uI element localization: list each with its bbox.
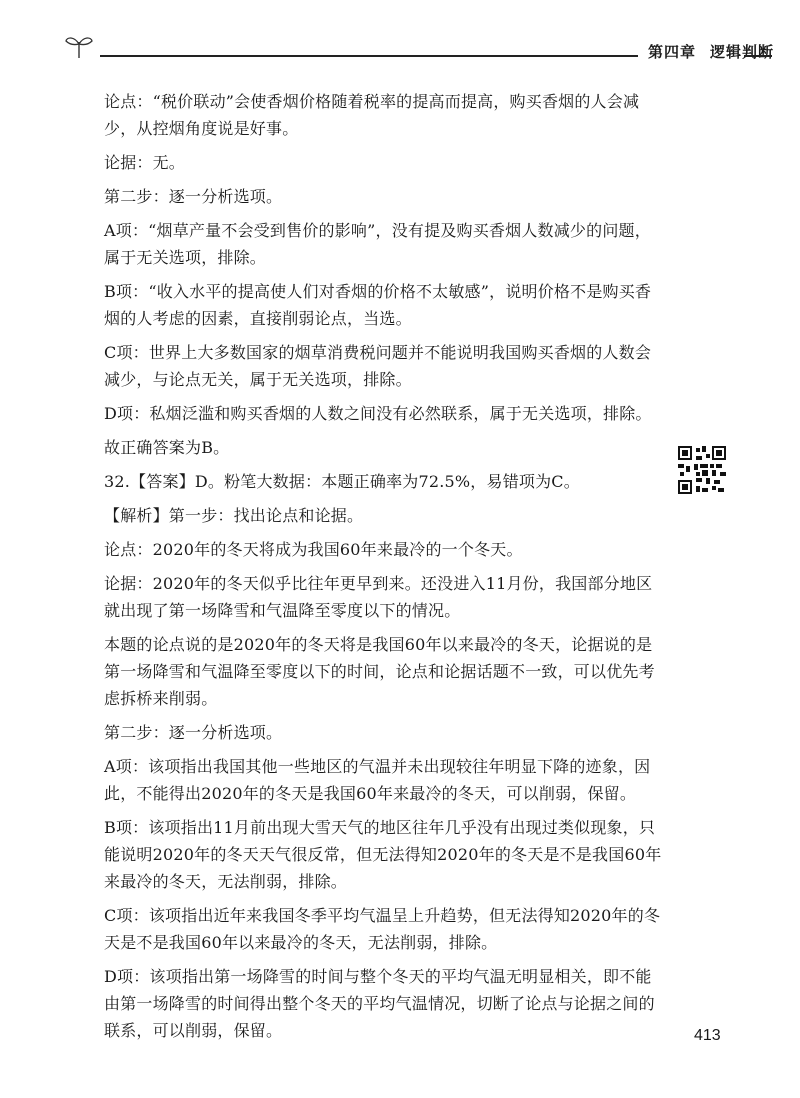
paragraph: C项：世界上大多数国家的烟草消费税问题并不能说明我国购买香烟的人数会减少，与论点无关，属于无关选项，排除。 [104,343,652,389]
page-body [104,88,664,1051]
chapter-title: 逻辑判断 [710,43,775,61]
header-rule [100,55,638,57]
paragraph: 论据：无。 [104,153,186,172]
qr-code-icon[interactable] [678,446,726,494]
chapter-number: 第四章 [648,43,697,61]
paragraph: A项：该项指出我国其他一些地区的气温并未出现较往年明显下降的迹象，因此，不能得出2020年的冬天是我国60年来最冷的冬天，可以削弱，保留。 [104,757,651,803]
paragraph: B项：该项指出11月前出现大雪天气的地区往年几乎没有出现过类似现象，只能说明2020年的冬天天气很反常，但无法得知2020年的冬天是不是我国60年来最冷的冬天，无法削弱，排除。 [104,818,662,891]
page-number: 413 [694,1027,721,1044]
leaf-sprout-icon [64,32,94,60]
page-header [60,28,775,68]
chapter-heading [648,41,774,62]
paragraph: 论点：“税价联动”会使香烟价格随着税率的提高而提高，购买香烟的人会减少，从控烟角度说是好事。 [104,92,640,138]
paragraph: D项：该项指出第一场降雪的时间与整个冬天的平均气温无明显相关，即不能由第一场降雪的时间得出整个冬天的平均气温情况，切断了论点与论据之间的联系，可以削弱，保留。 [104,967,655,1040]
paragraph: C项：该项指出近年来我国冬季平均气温呈上升趋势，但无法得知2020年的冬天是不是我国60年以来最冷的冬天，无法削弱，排除。 [104,906,661,952]
paragraph: 本题的论点说的是2020年的冬天将是我国60年以来最冷的冬天，论据说的是第一场降雪和气温降至零度以下的时间，论点和论据话题不一致，可以优先考虑拆桥来削弱。 [104,635,655,708]
paragraph: 论据：2020年的冬天似乎比往年更早到来。还没进入11月份，我国部分地区就出现了第一场降雪和气温降至零度以下的情况。 [104,574,653,620]
analysis-heading: 【解析】第一步：找出论点和论据。 [104,506,364,525]
paragraph: 第二步：逐一分析选项。 [104,723,283,742]
paragraph: 故正确答案为B。 [104,438,230,457]
paragraph: A项：“烟草产量不会受到售价的影响”，没有提及购买香烟人数减少的问题，属于无关选项，排除。 [104,221,651,267]
paragraph: 论点：2020年的冬天将成为我国60年来最冷的一个冬天。 [104,540,523,559]
paragraph: D项：私烟泛滥和购买香烟的人数之间没有必然联系，属于无关选项，排除。 [104,404,652,423]
paragraph: 第二步：逐一分析选项。 [104,187,283,206]
answer-line: 32.【答案】D。粉笔大数据：本题正确率为72.5%，易错项为C。 [104,472,580,491]
header-rule-right [744,55,772,57]
paragraph: B项：“收入水平的提高使人们对香烟的价格不太敏感”，说明价格不是购买香烟的人考虑的因素，直接削弱论点，当选。 [104,282,652,328]
